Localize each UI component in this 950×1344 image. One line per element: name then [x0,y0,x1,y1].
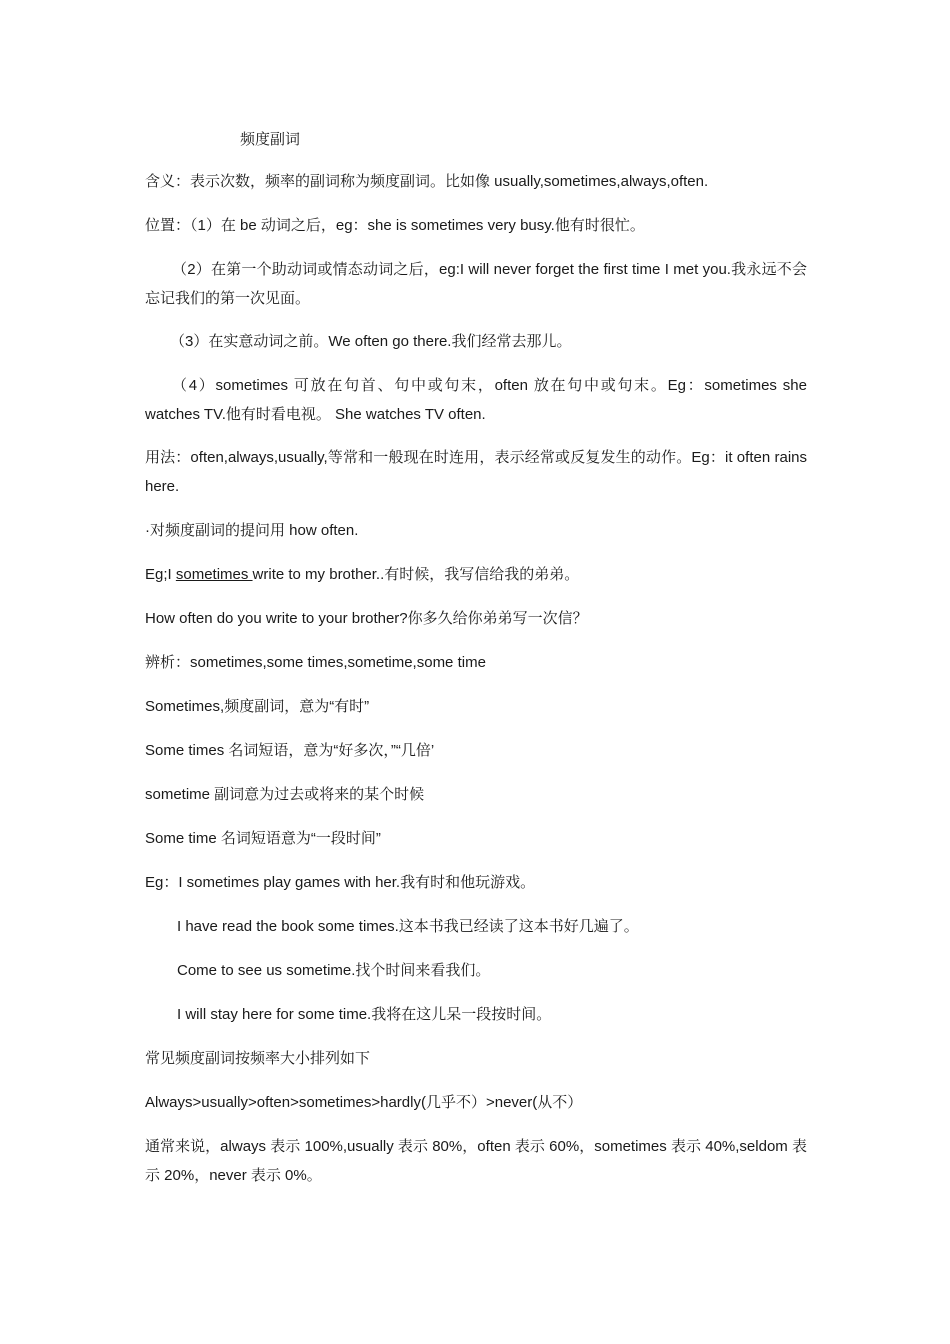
example-question: How often do you write to your brother?你多久给你弟弟写一次信？ [145,610,588,627]
example-item: I will stay here for some time.我将在这儿呆一段按时间。 [177,1006,552,1023]
example-item: Eg：I sometimes play games with her.我有时和他玩游戏。 [145,874,536,891]
distinguish-item: Sometimes,频度副词，意为“有时” [145,698,370,715]
distinguish-heading: 辨析：sometimes,some times,sometime,some time [145,654,486,671]
distinguish-item: sometime 副词意为过去或将来的某个时候 [145,786,425,803]
example-rest: write to my brother..有时候，我写信给我的弟弟。 [252,566,580,583]
definition-paragraph: 含义：表示次数，频率的副词称为频度副词。比如像 usually,sometimes,always,often. [145,173,709,190]
example-item: I have read the book some times.这本书我已经读了这本书好几遍了。 [177,918,639,935]
position-rule-1: 位置：（1）在 be 动词之后，eg：she is sometimes very busy.他有时很忙。 [145,217,645,234]
example-sentence [145,560,807,589]
example-item: Come to see us sometime.找个时间来看我们。 [177,962,491,979]
ranking-percentages: 通常来说，always 表示 100%,usually 表示 80%，often 表示 60%，sometimes 表示 40%,seldom 表示 20%，never 表示 0%。 [145,1138,807,1184]
question-note: ·对频度副词的提问用 how often. [145,522,359,539]
ranking-order: Always>usually>often>sometimes>hardly(几乎不）>never(从不） [145,1094,583,1111]
distinguish-item: Some times 名词短语，意为“好多次，”“几倍’ [145,742,435,759]
page-title: 频度副词 [240,131,301,148]
position-rule-3: （3）在实意动词之前。We often go there.我们经常去那儿。 [170,333,572,350]
usage-paragraph: 用法：often,always,usually,等常和一般现在时连用，表示经常或反复发生的动作。Eg：it often rains here. [145,449,807,495]
ranking-heading: 常见频度副词按频率大小排列如下 [145,1050,371,1067]
underlined-word: sometimes [175,566,253,583]
position-rule-2: （2）在第一个助动词或情态动词之后，eg:I will never forget the first time I met you.我永远不会忘记我们的第一次见面。 [145,261,807,307]
position-rule-4: （4）sometimes 可放在句首、句中或句末，often 放在句中或句末。Eg：sometimes she watches TV.他有时看电视。 She watches TV often. [145,377,807,423]
distinguish-item: Some time 名词短语意为“一段时间” [145,830,381,847]
example-prefix: Eg;I [145,566,176,583]
